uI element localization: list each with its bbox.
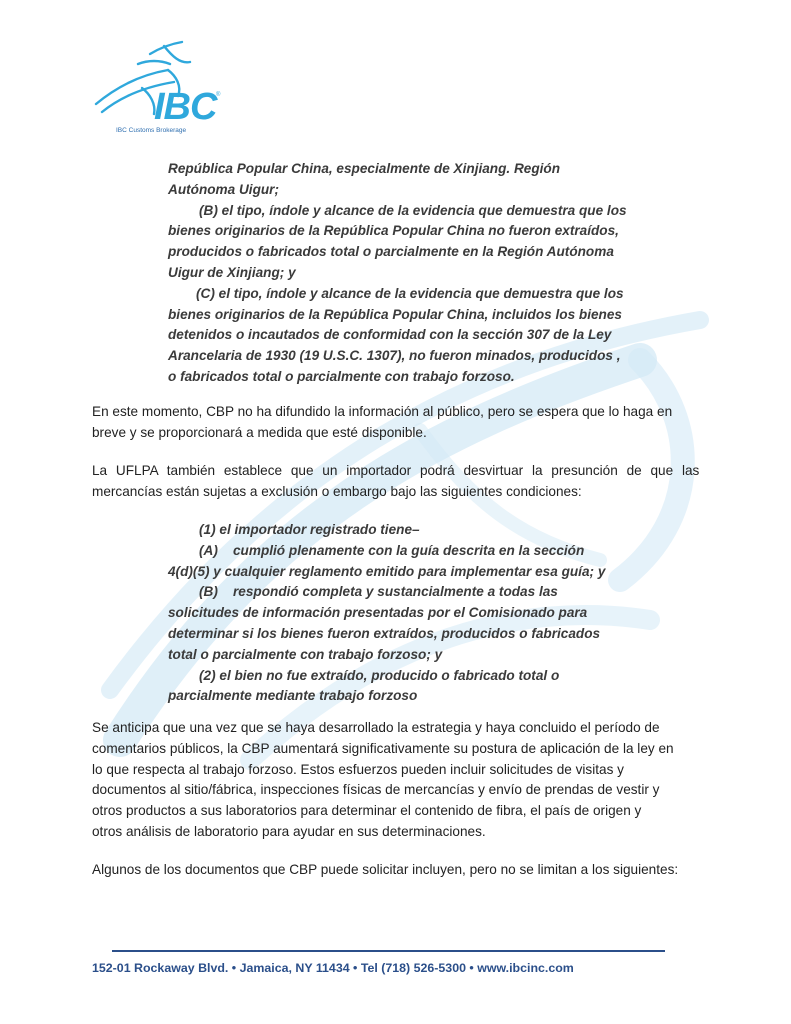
quote-line: determinar si los bienes fueron extraídos, producidos o fabricados — [168, 625, 601, 641]
quote-line: o fabricados total o parcialmente con trabajo forzoso. — [168, 368, 515, 384]
paragraph-line — [92, 461, 700, 482]
quote-line — [168, 541, 605, 562]
paragraph-line: documentos al sitio/fábrica, inspecciones físicas de mercancías y envío de prendas de vestir y — [92, 782, 660, 798]
quote-line: 4(d)(5) y cualquier reglamento emitido para implementar esa guía; y — [168, 563, 606, 579]
justified-line-text: La UFLPA también establece que un importador podrá desvirtuar la presunción de que las — [92, 463, 700, 478]
paragraph-line: breve y se proporcionará a medida que esté disponible. — [92, 424, 427, 440]
paragraph-line: Se anticipa que una vez que se haya desarrollado la estrategia y haya concluido el período de — [92, 720, 660, 735]
paragraph-line: En este momento, CBP no ha difundido la información al público, pero se espera que lo haga en — [92, 404, 673, 419]
quote-line: producidos o fabricados total o parcialmente en la Región Autónoma — [168, 244, 614, 260]
quote-line: República Popular China, especialmente de Xinjiang. Región — [168, 161, 561, 176]
quote-block-criteria — [168, 159, 627, 388]
quote-line: detenidos o incautados de conformidad con la sección 307 de la Ley — [168, 327, 612, 343]
paragraph-line: otros productos a sus laboratorios para determinar el contenido de fibra, el país de origen y — [92, 803, 642, 819]
quote-line: solicitudes de información presentadas por el Comisionado para — [168, 605, 588, 621]
item-label: (A) — [199, 542, 218, 558]
paragraph-line: otros análisis de laboratorio para ayudar en sus determinaciones. — [92, 823, 486, 839]
logo-tagline: IBC Customs Brokerage — [116, 127, 187, 134]
quote-line: (2) el bien no fue extraído, producido o fabricado total o — [199, 667, 560, 683]
quote-line: bienes originarios de la República Popular China, incluidos los bienes — [168, 306, 622, 322]
paragraph-uflpa — [92, 461, 700, 503]
quote-line: (C) el tipo, índole y alcance de la evidencia que demuestra que los — [196, 285, 624, 301]
item-text: respondió completa y sustancialmente a todas las — [233, 584, 558, 600]
paragraph-enforcement — [92, 718, 700, 843]
quote-block-conditions — [168, 520, 605, 707]
quote-line: Autónoma Uigur; — [168, 181, 280, 197]
quote-line: parcialmente mediante trabajo forzoso — [168, 688, 418, 704]
paragraph-cbp-info — [92, 402, 700, 444]
footer-divider — [112, 950, 665, 952]
paragraph-line: mercancías están sujetas a exclusión o embargo bajo las siguientes condiciones: — [92, 483, 582, 499]
quote-line: (1) el importador registrado tiene– — [199, 522, 420, 537]
quote-line: Arancelaria de 1930 (19 U.S.C. 1307), no fueron minados, producidos , — [168, 348, 621, 364]
quote-line: (B) el tipo, índole y alcance de la evidencia que demuestra que los — [199, 202, 627, 218]
quote-line — [168, 582, 605, 603]
logo-wordmark: IBC — [154, 86, 217, 128]
footer-address: 152-01 Rockaway Blvd. • Jamaica, NY 11434 • Tel (718) 526-5300 • www.ibcinc.com — [92, 961, 574, 975]
quote-line: Uigur de Xinjiang; y — [168, 264, 296, 280]
registered-mark: ® — [216, 92, 221, 98]
quote-line: bienes originarios de la República Popular China no fueron extraídos, — [168, 223, 619, 239]
paragraph-documents — [92, 860, 700, 881]
paragraph-line: Algunos de los documentos que CBP puede solicitar incluyen, pero no se limitan a los siguientes: — [92, 862, 679, 877]
quote-line: total o parcialmente con trabajo forzoso; y — [168, 646, 443, 662]
item-text: cumplió plenamente con la guía descrita en la sección — [233, 542, 585, 558]
item-label: (B) — [199, 584, 218, 600]
paragraph-line: lo que respecta al trabajo forzoso. Estos esfuerzos pueden incluir solicitudes de visitas y — [92, 761, 624, 777]
paragraph-line: comentarios públicos, la CBP aumentará significativamente su postura de aplicación de la ley en — [92, 740, 674, 756]
